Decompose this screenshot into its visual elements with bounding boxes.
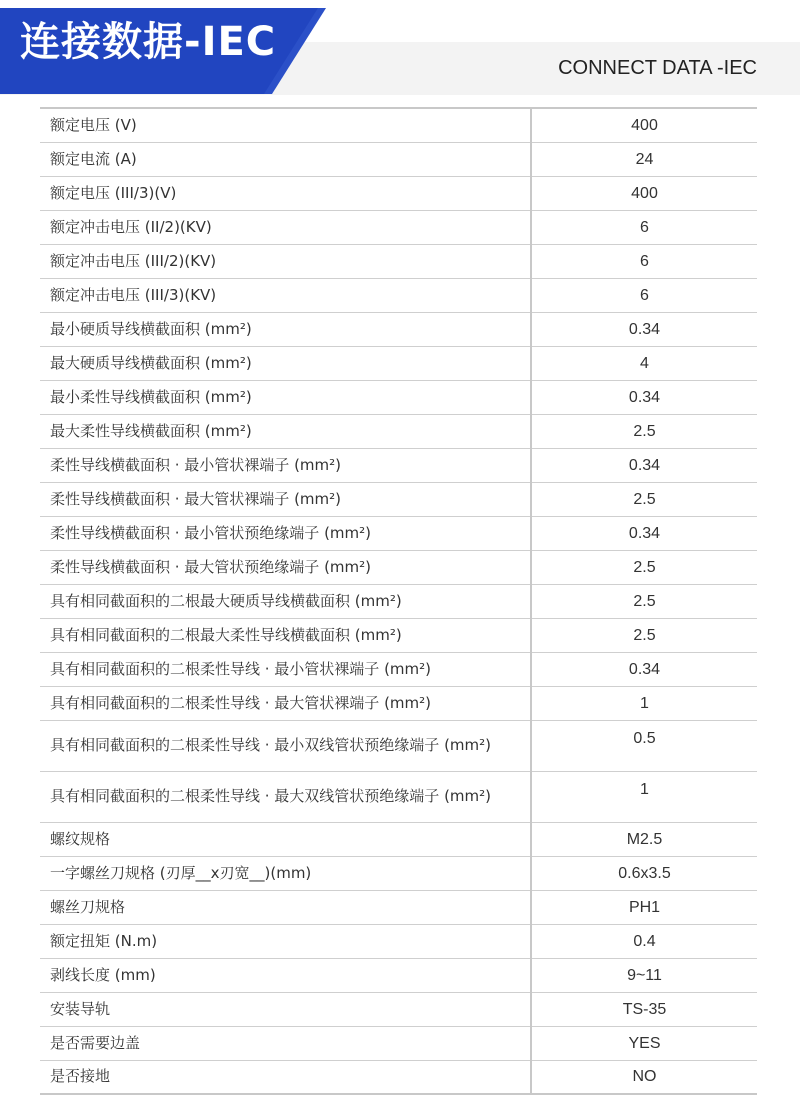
spec-value: 2.5	[531, 618, 757, 652]
spec-label: 最大硬质导线横截面积 (mm²)	[40, 346, 531, 380]
section-title: 连接数据-IEC	[20, 19, 277, 65]
spec-value: TS-35	[531, 992, 757, 1026]
table-row	[40, 142, 757, 176]
spec-value: 400	[531, 108, 757, 142]
spec-label: 柔性导线横截面积 · 最大管状裸端子 (mm²)	[40, 482, 531, 516]
table-row	[40, 312, 757, 346]
spec-value: PH1	[531, 890, 757, 924]
table-row	[40, 652, 757, 686]
spec-value: 400	[531, 176, 757, 210]
table-row	[40, 686, 757, 720]
table-row	[40, 244, 757, 278]
table-row	[40, 550, 757, 584]
spec-label: 是否接地	[40, 1060, 531, 1094]
spec-label: 具有相同截面积的二根柔性导线 · 最大双线管状预绝缘端子 (mm²)	[40, 771, 531, 822]
spec-value: 6	[531, 210, 757, 244]
spec-label: 额定冲击电压 (III/2)(KV)	[40, 244, 531, 278]
spec-label: 具有相同截面积的二根最大硬质导线横截面积 (mm²)	[40, 584, 531, 618]
spec-value: 4	[531, 346, 757, 380]
table-row	[40, 1060, 757, 1094]
table-row	[40, 822, 757, 856]
table-row	[40, 771, 757, 822]
spec-value: 0.5	[531, 720, 757, 771]
spec-value: 1	[531, 686, 757, 720]
spec-label: 具有相同截面积的二根柔性导线 · 最小管状裸端子 (mm²)	[40, 652, 531, 686]
table-row	[40, 516, 757, 550]
spec-label: 螺丝刀规格	[40, 890, 531, 924]
spec-label: 具有相同截面积的二根最大柔性导线横截面积 (mm²)	[40, 618, 531, 652]
spec-label: 是否需要边盖	[40, 1026, 531, 1060]
table-row	[40, 856, 757, 890]
spec-value: NO	[531, 1060, 757, 1094]
spec-label: 额定扭矩 (N.m)	[40, 924, 531, 958]
spec-value: M2.5	[531, 822, 757, 856]
spec-label: 螺纹规格	[40, 822, 531, 856]
spec-label: 额定冲击电压 (II/2)(KV)	[40, 210, 531, 244]
spec-label: 具有相同截面积的二根柔性导线 · 最小双线管状预绝缘端子 (mm²)	[40, 720, 531, 771]
spec-label: 额定电压 (III/3)(V)	[40, 176, 531, 210]
spec-value: 0.34	[531, 448, 757, 482]
table-row	[40, 618, 757, 652]
spec-value: 0.6x3.5	[531, 856, 757, 890]
table-row	[40, 176, 757, 210]
spec-value: 24	[531, 142, 757, 176]
spec-label: 额定电流 (A)	[40, 142, 531, 176]
table-row	[40, 414, 757, 448]
table-row	[40, 992, 757, 1026]
section-header	[0, 0, 800, 95]
spec-label: 柔性导线横截面积 · 最小管状裸端子 (mm²)	[40, 448, 531, 482]
spec-label: 柔性导线横截面积 · 最小管状预绝缘端子 (mm²)	[40, 516, 531, 550]
table-row	[40, 210, 757, 244]
spec-value: 2.5	[531, 550, 757, 584]
table-row	[40, 380, 757, 414]
spec-value: 9~11	[531, 958, 757, 992]
table-row	[40, 448, 757, 482]
table-row	[40, 482, 757, 516]
spec-value: 0.34	[531, 652, 757, 686]
spec-value: 0.4	[531, 924, 757, 958]
table-row	[40, 278, 757, 312]
table-row	[40, 346, 757, 380]
spec-label: 一字螺丝刀规格 (刃厚__x刃宽__)(mm)	[40, 856, 531, 890]
spec-value: 2.5	[531, 584, 757, 618]
table-row	[40, 584, 757, 618]
table-row	[40, 1026, 757, 1060]
spec-label: 额定冲击电压 (III/3)(KV)	[40, 278, 531, 312]
spec-table	[40, 107, 757, 1095]
spec-label: 具有相同截面积的二根柔性导线 · 最大管状裸端子 (mm²)	[40, 686, 531, 720]
table-row	[40, 108, 757, 142]
spec-value: 2.5	[531, 414, 757, 448]
spec-label: 最小柔性导线横截面积 (mm²)	[40, 380, 531, 414]
spec-value: 6	[531, 244, 757, 278]
spec-label: 最大柔性导线横截面积 (mm²)	[40, 414, 531, 448]
spec-value: 1	[531, 771, 757, 822]
table-row	[40, 924, 757, 958]
spec-value: 6	[531, 278, 757, 312]
spec-label: 安装导轨	[40, 992, 531, 1026]
table-row	[40, 720, 757, 771]
spec-label: 最小硬质导线横截面积 (mm²)	[40, 312, 531, 346]
spec-label: 柔性导线横截面积 · 最大管状预绝缘端子 (mm²)	[40, 550, 531, 584]
spec-value: 0.34	[531, 380, 757, 414]
spec-label: 额定电压 (V)	[40, 108, 531, 142]
spec-value: 0.34	[531, 516, 757, 550]
spec-label: 剥线长度 (mm)	[40, 958, 531, 992]
table-row	[40, 890, 757, 924]
table-row	[40, 958, 757, 992]
spec-value: YES	[531, 1026, 757, 1060]
spec-value: 0.34	[531, 312, 757, 346]
spec-value: 2.5	[531, 482, 757, 516]
section-subtitle: CONNECT DATA -IEC	[558, 57, 757, 79]
